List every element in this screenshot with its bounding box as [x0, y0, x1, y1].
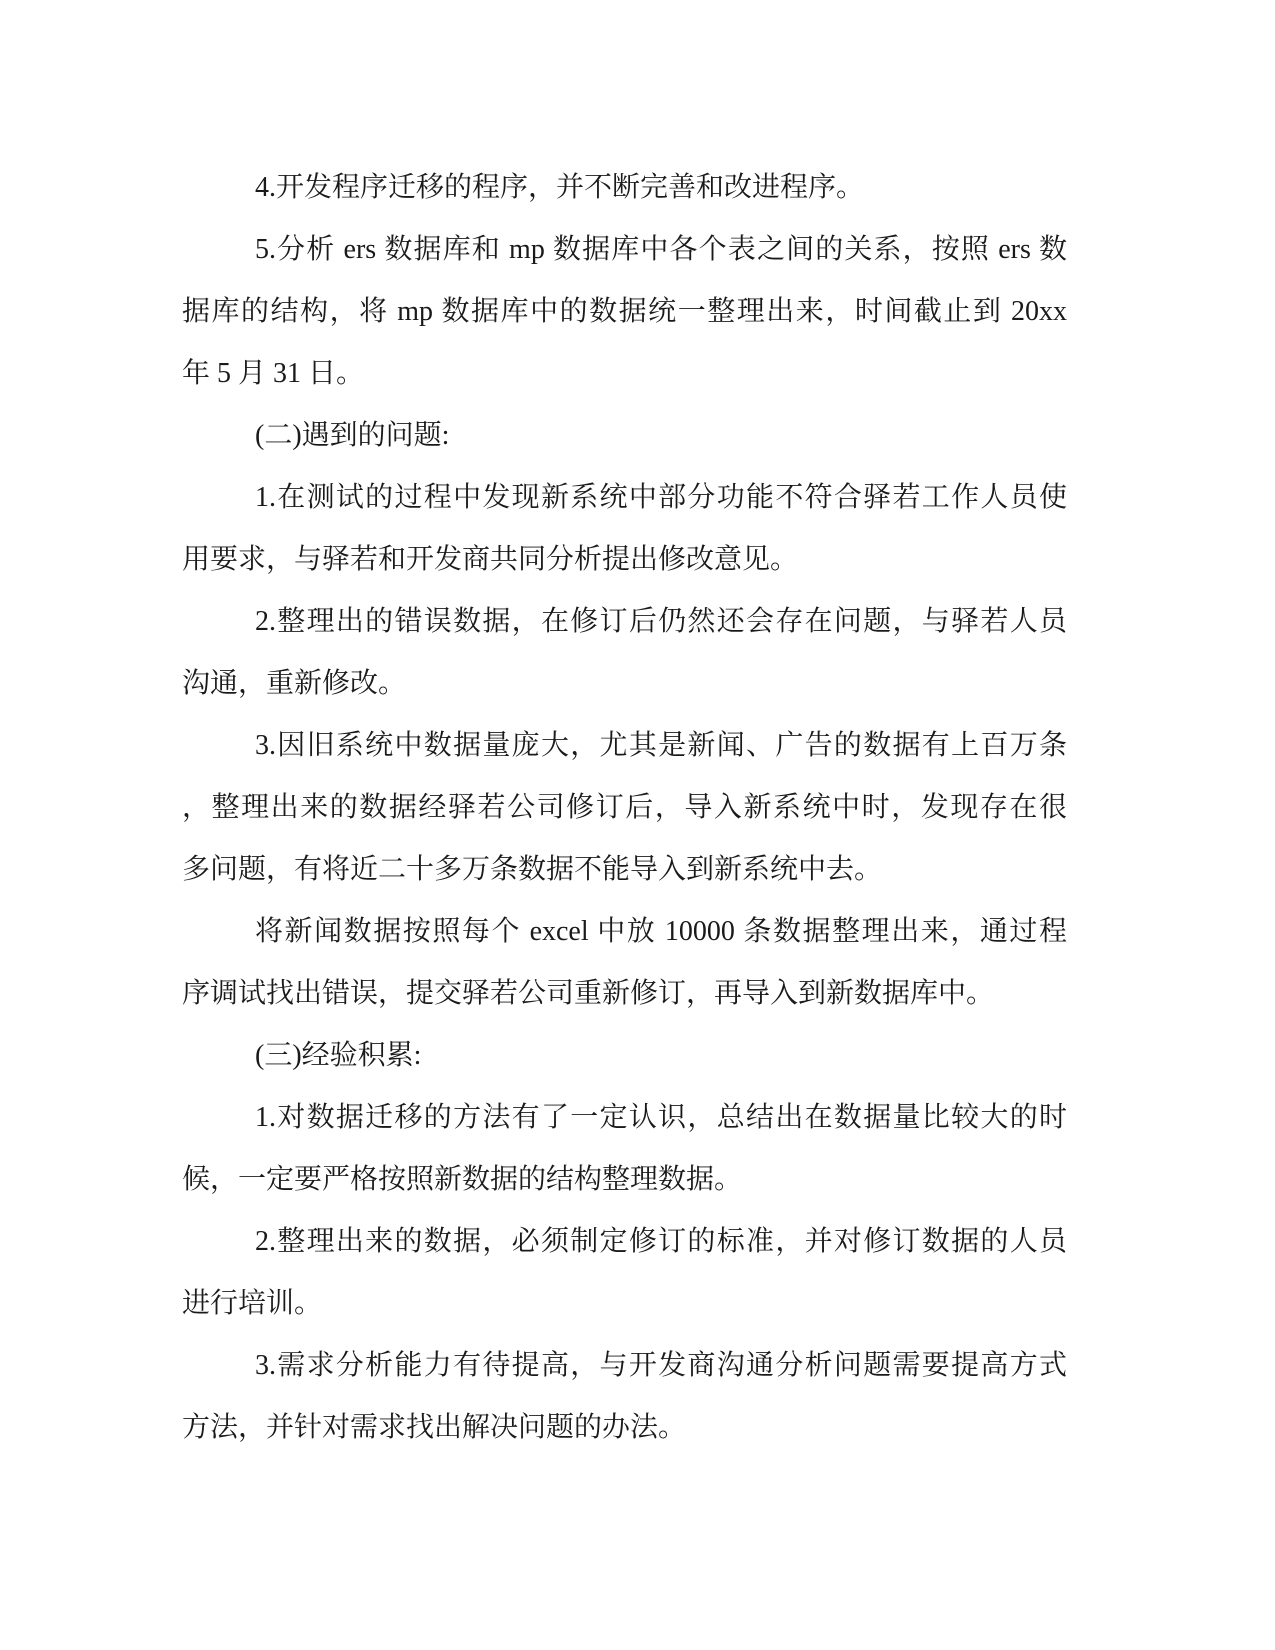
text-line: 方法，并针对需求找出解决问题的办法。 — [182, 1412, 687, 1443]
text-line: 多问题，有将近二十多万条数据不能导入到新系统中去。 — [182, 854, 883, 885]
paragraph — [182, 1025, 1067, 1087]
text-line: 进行培训。 — [182, 1288, 323, 1319]
document-page — [182, 157, 1067, 1459]
text-line: 将新闻数据按照每个 excel 中放 10000 条数据整理出来，通过程 — [255, 916, 1067, 947]
text-line: 1.在测试的过程中发现新系统中部分功能不符合驿若工作人员使 — [255, 482, 1067, 513]
text-line: 沟通，重新修改。 — [182, 668, 407, 699]
text-line: 2.整理出来的数据，必须制定修订的标准，并对修订数据的人员 — [255, 1226, 1067, 1257]
section-heading: (三)经验积累: — [255, 1040, 422, 1071]
text-line: 3.需求分析能力有待提高，与开发商沟通分析问题需要提高方式 — [255, 1350, 1067, 1381]
paragraph — [182, 1211, 1067, 1335]
text-line: 年 5 月 31 日。 — [182, 358, 365, 389]
paragraph — [182, 219, 1067, 405]
text-line: 据库的结构，将 mp 数据库中的数据统一整理出来，时间截止到 20xx — [182, 296, 1067, 327]
paragraph — [182, 715, 1067, 901]
text-line: ，整理出来的数据经驿若公司修订后，导入新系统中时，发现存在很 — [182, 792, 1067, 823]
paragraph — [182, 157, 1067, 219]
text-line: 1.对数据迁移的方法有了一定认识，总结出在数据量比较大的时 — [255, 1102, 1067, 1133]
text-line: 用要求，与驿若和开发商共同分析提出修改意见。 — [182, 544, 799, 575]
paragraph — [182, 405, 1067, 467]
paragraph — [182, 1087, 1067, 1211]
text-line: 5.分析 ers 数据库和 mp 数据库中各个表之间的关系，按照 ers 数 — [255, 234, 1067, 265]
text-line: 3.因旧系统中数据量庞大，尤其是新闻、广告的数据有上百万条 — [255, 730, 1067, 761]
paragraph — [182, 901, 1067, 1025]
text-line: 序调试找出错误，提交驿若公司重新修订，再导入到新数据库中。 — [182, 978, 995, 1009]
text-line: 4.开发程序迁移的程序，并不断完善和改进程序。 — [255, 172, 865, 203]
paragraph — [182, 467, 1067, 591]
text-line: 2.整理出的错误数据，在修订后仍然还会存在问题，与驿若人员 — [255, 606, 1067, 637]
paragraph — [182, 1335, 1067, 1459]
paragraph — [182, 591, 1067, 715]
text-line: 候，一定要严格按照新数据的结构整理数据。 — [182, 1164, 743, 1195]
section-heading: (二)遇到的问题: — [255, 420, 450, 451]
